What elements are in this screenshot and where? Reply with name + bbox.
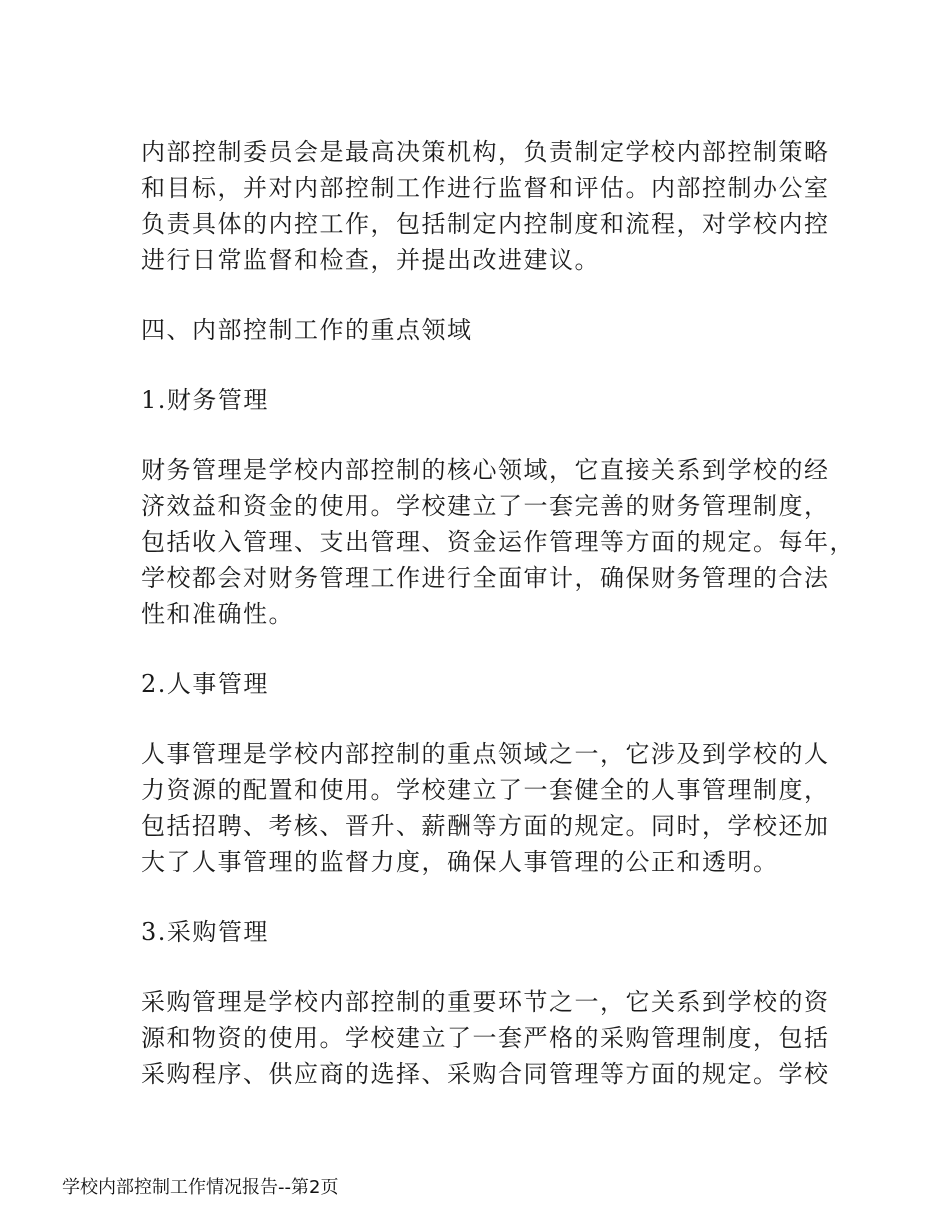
text-line: 和目标，并对内部控制工作进行监督和评估。内部控制办公室 — [141, 174, 830, 202]
text-line: 包括收入管理、支出管理、资金运作管理等方面的规定。每年， — [141, 528, 855, 556]
text-line: 力资源的配置和使用。学校建立了一套健全的人事管理制度， — [141, 776, 830, 804]
document-body — [141, 134, 855, 1126]
page-footer: 学校内部控制工作情况报告--第2页 — [62, 1177, 339, 1198]
item-heading-finance: 1.财务管理 — [141, 386, 269, 414]
text-line: 济效益和资金的使用。学校建立了一套完善的财务管理制度， — [141, 492, 830, 520]
paragraph-procurement — [141, 984, 841, 1092]
text-line: 采购程序、供应商的选择、采购合同管理等方面的规定。学校 — [141, 1060, 830, 1088]
text-line: 人事管理是学校内部控制的重点领域之一，它涉及到学校的人 — [141, 740, 830, 768]
text-line: 学校都会对财务管理工作进行全面审计，确保财务管理的合法 — [141, 564, 830, 592]
text-line: 性和准确性。 — [141, 600, 294, 628]
text-line: 大了人事管理的监督力度，确保人事管理的公正和透明。 — [141, 848, 779, 876]
text-line: 财务管理是学校内部控制的核心领域，它直接关系到学校的经 — [141, 456, 830, 484]
text-line: 内部控制委员会是最高决策机构，负责制定学校内部控制策略 — [141, 138, 830, 166]
item-heading-procurement: 3.采购管理 — [141, 918, 269, 946]
text-line: 源和物资的使用。学校建立了一套严格的采购管理制度，包括 — [141, 1024, 830, 1052]
text-line: 采购管理是学校内部控制的重要环节之一，它关系到学校的资 — [141, 988, 830, 1016]
text-line: 进行日常监督和检查，并提出改进建议。 — [141, 246, 600, 274]
paragraph-personnel — [141, 736, 841, 880]
text-line: 负责具体的内控工作，包括制定内控制度和流程，对学校内控 — [141, 210, 830, 238]
paragraph-finance — [141, 452, 855, 632]
text-line: 包括招聘、考核、晋升、薪酬等方面的规定。同时，学校还加 — [141, 812, 830, 840]
section-heading-4: 四、内部控制工作的重点领域 — [141, 316, 473, 344]
paragraph-committee — [141, 134, 841, 278]
item-heading-personnel: 2.人事管理 — [141, 670, 269, 698]
